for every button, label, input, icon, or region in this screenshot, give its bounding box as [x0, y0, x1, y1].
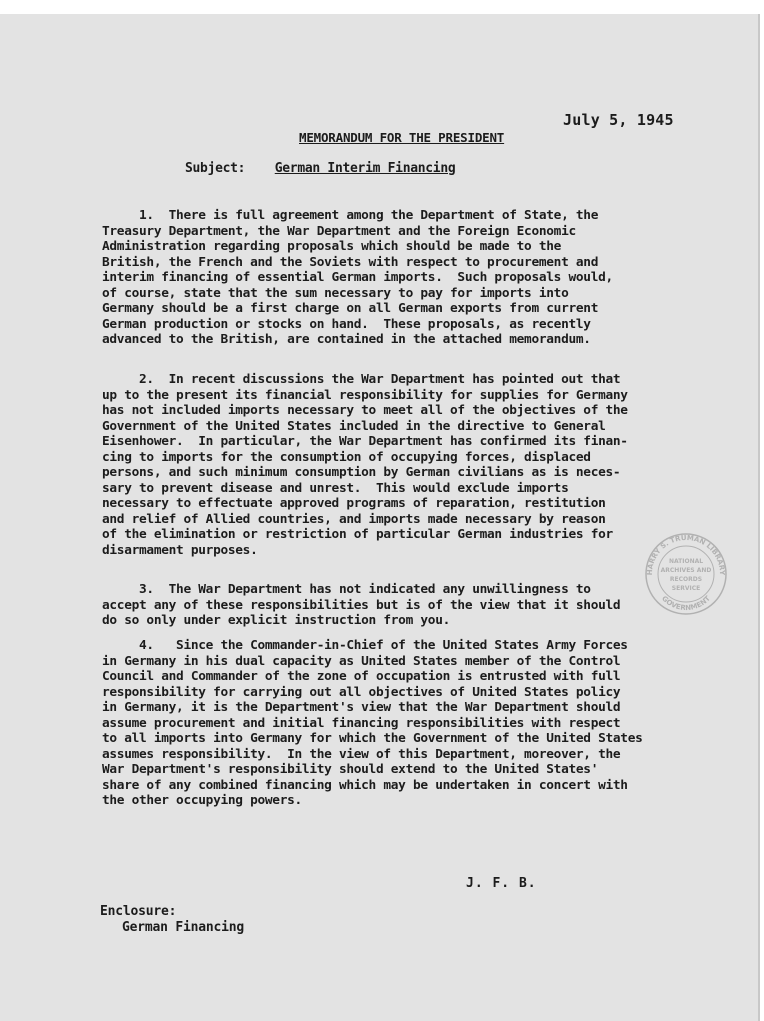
memo-page [0, 14, 760, 1021]
library-stamp-seal [644, 532, 728, 616]
subject-label: Subject: [185, 161, 246, 176]
stamp-line-service: SERVICE [671, 585, 701, 592]
memo-date: July 5, 1945 [563, 111, 674, 129]
paragraph-3: 3. The War Department has not indicated any unwillingness to accept any of these responsibilities but is of the view that it should do so only under explicit instruction from you. [102, 582, 621, 628]
stamp-bottom-text: GOVERNMENT [660, 594, 712, 613]
paragraph-4: 4. Since the Commander-in-Chief of the United States Army Forces in Germany in his dual capacity as United States member of the Control Council and Commander of the zone of occupation is entrusted with full responsibility for carrying out all objectives of United States policy in Germany, it is the Department's view that the War Department should assume procurement and initial financing responsibilities with respect to all imports into Germany for which the Government of the United States assumes responsibility. In the view of this Department, moreover, the War Department's responsibility should extend to the United States' share of any combined financing which may be undertaken in concert with the other occupying powers. [102, 638, 643, 808]
enclosure-label: Enclosure: [100, 904, 177, 919]
signature-initials: J. F. B. [466, 876, 537, 891]
paragraph-2: 2. In recent discussions the War Department has pointed out that up to the present its financial responsibility for supplies for Germany has not included imports necessary to meet all of the objectives of the Government of the United States included in the directive to General Eisenhower. In particular, the War Department has confirmed its finan- cing to imports for the consumption of occupying forces, displaced persons, and such minimum consumption by German civilians as is neces- sary to prevent disease and unrest. This would exclude imports necessary to effectuate approved programs of reparation, restitution and relief of Allied countries, and imports made necessary by reason of the elimination or restriction of particular German industries for disarmament purposes. [102, 372, 628, 558]
subject-value: German Interim Financing [274, 161, 456, 176]
stamp-line-archives: ARCHIVES AND [660, 567, 712, 574]
stamp-line-national: NATIONAL [668, 558, 704, 565]
memo-title: MEMORANDUM FOR THE PRESIDENT [299, 130, 505, 145]
stamp-top-text: HARRY S. TRUMAN LIBRARY [645, 533, 727, 576]
paragraph-1: 1. There is full agreement among the Department of State, the Treasury Department, the War Department and the Foreign Economic Administration regarding proposals which should be made to the British, the French and the Soviets with respect to procurement and interim financing of essential German imports. Such proposals would, of course, state that the sum necessary to pay for imports into Germany should be a first charge on all German exports from current German production or stocks on hand. These proposals, as recently advanced to the British, are contained in the attached memorandum. [102, 208, 613, 347]
stamp-line-records: RECORDS [669, 576, 703, 583]
enclosure-item: German Financing [122, 920, 245, 935]
subject-line [185, 161, 455, 176]
